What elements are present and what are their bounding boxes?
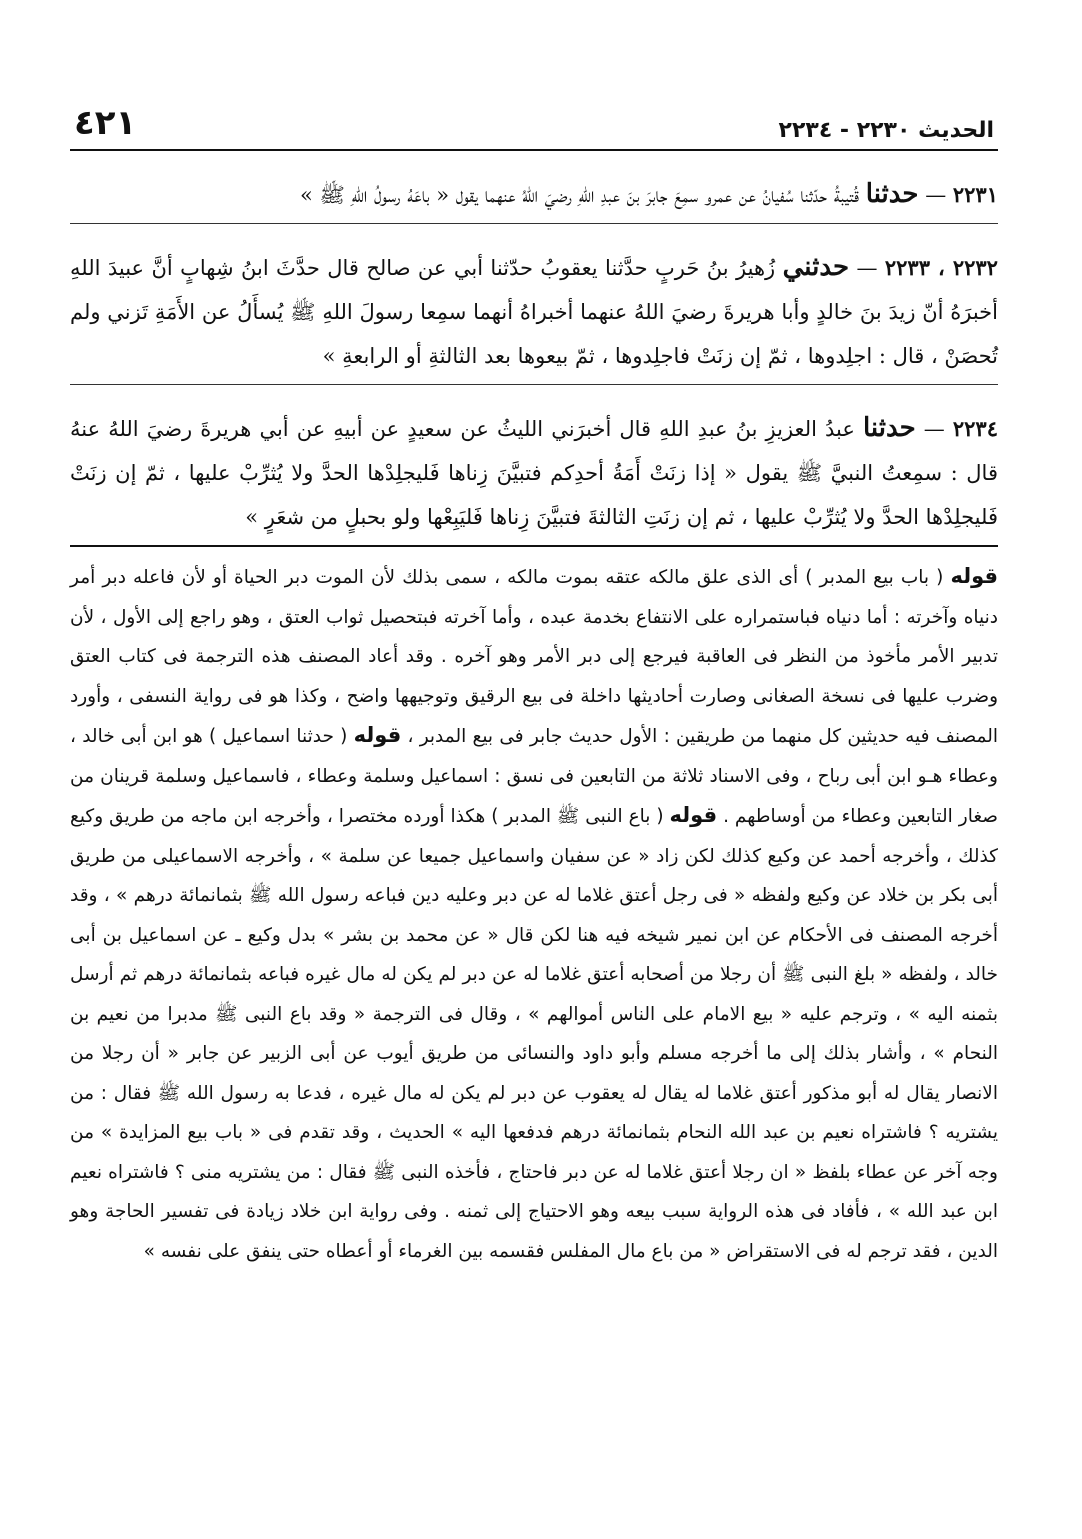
hadith-keyword: حدثنا	[865, 179, 919, 209]
hadith-text: قُتيبةُ حدّثنا سُفيانُ عن عمرو سمِعَ جابرَ بنَ عبدِ اللهِ رضيَ اللهُ عنهما يقول « باعَهُ رسولُ اللهِ ﷺ »	[300, 183, 860, 207]
hadith-text: زُهيرُ بنُ حَربٍ حدَّثنا يعقوبُ حدّثنا أبي عن صالح قال حدَّثَ ابنُ شِهابٍ أنَّ عبيدَ اللهِ أخبرَهُ أنّ زيدَ بنَ خالدٍ وأبا هريرةَ رضيَ اللهُ عنهما أخبراهُ أنهما سمِعا رسولَ اللهِ ﷺ يُسأَلُ عن الأَمَةِ تَزني ولم تُحصَنْ ، قال : اجلِدوها ، ثمّ إن زنَتْ فاجلِدوها ، ثمّ بيعوها بعد الثالثةِ أو الرابعةِ »	[70, 256, 998, 368]
page-number: ٤٢١	[74, 103, 137, 143]
hadith-number: ٢٢٣١	[952, 182, 998, 207]
hadith-keyword: حدثنا	[862, 413, 916, 443]
commentary-text: ( باع النبى ﷺ المدبر ) هكذا أورده مختصرا ، وأخرجه ابن ماجه من طريق وكيع كذلك ، وأخرجه أحمد عن وكيع كذلك لكن زاد « عن سفيان واسماعيل جميعا عن سلمة » ، وأخرجه الاسماعيلى من طريق أبى بكر بن خلاد عن وكيع ولفظه « فى رجل أعتق غلاما له عن دبر وعليه دين فباعه رسول الله ﷺ بثمانمائة درهم » ، وقد أخرجه المصنف فى الأحكام عن ابن نمير شيخه فيه هنا لكن قال « عن محمد بن بشر » بدل وكيع ـ عن اسماعيل بن أبى خالد ، ولفظه « بلغ النبى ﷺ أن رجلا من أصحابه أعتق غلاما له عن دبر لم يكن له مال غيره فباعه بثمانمائة درهم ثم أرسل بثمنه اليه » ، وترجم عليه « بيع الامام على الناس أموالهم » ، وقال فى الترجمة « وقد باع النبى ﷺ مدبرا من نعيم بن النحام » ، وأشار بذلك إلى ما أخرجه مسلم وأبو داود والنسائى من طريق أيوب عن أبى الزبير عن جابر « أن رجلا من الانصار يقال له أبو مذكور أعتق غلاما له يقال له يعقوب عن دبر لم يكن له مال غيره ، فدعا به رسول الله ﷺ فقال : من يشتريه ؟ فاشتراه نعيم بن عبد الله النحام بثمانمائة درهم فدفعها اليه » الحديث ، وقد تقدم فى « باب بيع المزايدة » من وجه آخر عن عطاء بلفظ « ان رجلا أعتق غلاما له عن دبر فاحتاج ، فأخذه النبى ﷺ فقال : من يشتريه منى ؟ فاشتراه نعيم ابن عبد الله » ، فأفاد فى هذه الرواية سبب بيعه وهو الاحتياج إلى ثمنه . وفى رواية ابن خلاد زيادة فى تفسير الحاجة وهو الدين ، فقد ترجم له فى الاستقراض « من باع مال المفلس فقسمه بين الغرماء أو أعطاه حتى ينفق على نفسه »	[70, 806, 998, 1262]
commentary-text: ( باب بيع المدبر ) أى الذى علق مالكه عتقه بموت مالكه ، سمى بذلك لأن الموت دبر الحياة أو لأن فاعله دبر أمر دنياه وآخرته : أما دنياه فباستمراره على الانتفاع بخدمة عبده ، وأما آخرته فبتحصيل ثواب العتق ، وهو راجع إلى الأول ، لأن تدبير الأمر مأخوذ من النظر فى العاقبة فيرجع إلى دبر الأمر وهو آخره . وقد أعاد المصنف هذه الترجمة فى كتاب العتق وضرب عليها فى نسخة الصغانى وصارت أحاديثها داخلة فى بيع الرقيق وتوجيهها واضح ، وكذا هو فى رواية النسفى ، وأورد المصنف فيه حديثين كل منهما من طريقين : الأول حديث جابر فى بيع المدبر ،	[70, 567, 998, 747]
hadith-text: عبدُ العزيزِ بنُ عبدِ اللهِ قال أخبرَني الليثُ عن سعيدٍ عن أبيهِ عن أبي هريرةَ رضيَ اللهُ عنهُ قال : سمِعتُ النبيَّ ﷺ يقول « إذا زنَتْ أَمَةُ أحدِكم فتبيَّنَ زِناها فَليجلِدْها الحدَّ ولا يُثرِّبْ عليها ، ثمّ إن زنَتْ فَليجلِدْها الحدَّ ولا يُثرِّبْ عليها ، ثم إن زنَتِ الثالثةَ فتبيَّنَ زِناها فَليَبِعْها ولو بحبلٍ من شعَرٍ »	[70, 417, 998, 529]
book-page	[70, 95, 998, 1515]
commentary-lead: قوله	[950, 564, 998, 588]
hadith-2232-2233: ٢٢٣٢ ، ٢٢٣٣ — حدثني زُهيرُ بنُ حَربٍ حدَّثنا يعقوبُ حدّثنا أبي عن صالح قال حدَّثَ ابنُ شِهابٍ أنَّ عبيدَ اللهِ أخبرَهُ أنّ زيدَ بنَ خالدٍ وأبا هريرةَ رضيَ اللهُ عنهما أخبراهُ أنهما سمِعا رسولَ اللهِ ﷺ يُسأَلُ عن الأَمَةِ تَزني ولم تُحصَنْ ، قال : اجلِدوها ، ثمّ إن زنَتْ فاجلِدوها ، ثمّ بيعوها بعد الثالثةِ أو الرابعةِ »	[70, 245, 998, 385]
running-head: الحديث ٢٢٣٠ - ٢٢٣٤	[778, 118, 994, 143]
hadith-number: ٢٢٣٤	[952, 416, 998, 441]
hadith-number: ٢٢٣٢ ، ٢٢٣٣	[884, 255, 998, 280]
page-header	[70, 95, 998, 151]
commentary	[70, 557, 998, 1271]
hadith-2231: ٢٢٣١ — حدثنا قُتيبةُ حدّثنا سُفيانُ عن عمرو سمِعَ جابرَ بنَ عبدِ اللهِ رضيَ اللهُ عنهما يقول « باعَهُ رسولُ اللهِ ﷺ »	[70, 172, 998, 224]
hadith-section	[70, 172, 998, 547]
commentary-lead: قوله	[353, 723, 402, 747]
commentary-lead: قوله	[669, 803, 718, 827]
hadith-2234: ٢٢٣٤ — حدثنا عبدُ العزيزِ بنُ عبدِ اللهِ قال أخبرَني الليثُ عن سعيدٍ عن أبيهِ عن أبي هريرةَ رضيَ اللهُ عنهُ قال : سمِعتُ النبيَّ ﷺ يقول « إذا زنَتْ أَمَةُ أحدِكم فتبيَّنَ زِناها فَليجلِدْها الحدَّ ولا يُثرِّبْ عليها ، ثمّ إن زنَتْ فَليجلِدْها الحدَّ ولا يُثرِّبْ عليها ، ثم إن زنَتِ الثالثةَ فتبيَّنَ زِناها فَليَبِعْها ولو بحبلٍ من شعَرٍ »	[70, 406, 998, 547]
commentary-text: ( حدثنا اسماعيل ) هو ابن أبى خالد ، وعطاء هـو ابن أبى رباح ، وفى الاسناد ثلاثة من التابعين فى نسق : اسماعيل وسلمة وعطاء ، فاسماعيل وسلمة قرينان من صغار التابعين وعطاء من أوساطهم .	[70, 726, 998, 827]
hadith-keyword: حدثني	[782, 252, 850, 282]
